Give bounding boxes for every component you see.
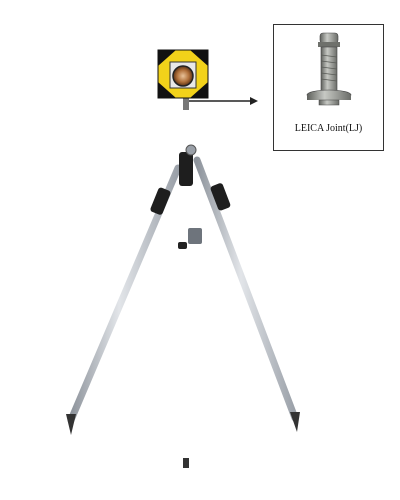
tripod-right-leg: [197, 160, 295, 418]
leica-joint-icon: [274, 25, 385, 121]
right-foot: [290, 412, 300, 432]
left-leg-clamp: [150, 187, 172, 216]
left-foot: [66, 414, 76, 435]
center-pole-clamp: [179, 152, 193, 186]
tripod-icon: [66, 104, 300, 468]
brace-clamp: [188, 228, 202, 244]
inset-caption: LEICA Joint(LJ): [294, 123, 363, 134]
inset-box: [273, 24, 384, 151]
brace-knob: [178, 242, 187, 249]
center-foot: [183, 458, 189, 468]
tripod-head: [186, 145, 196, 155]
